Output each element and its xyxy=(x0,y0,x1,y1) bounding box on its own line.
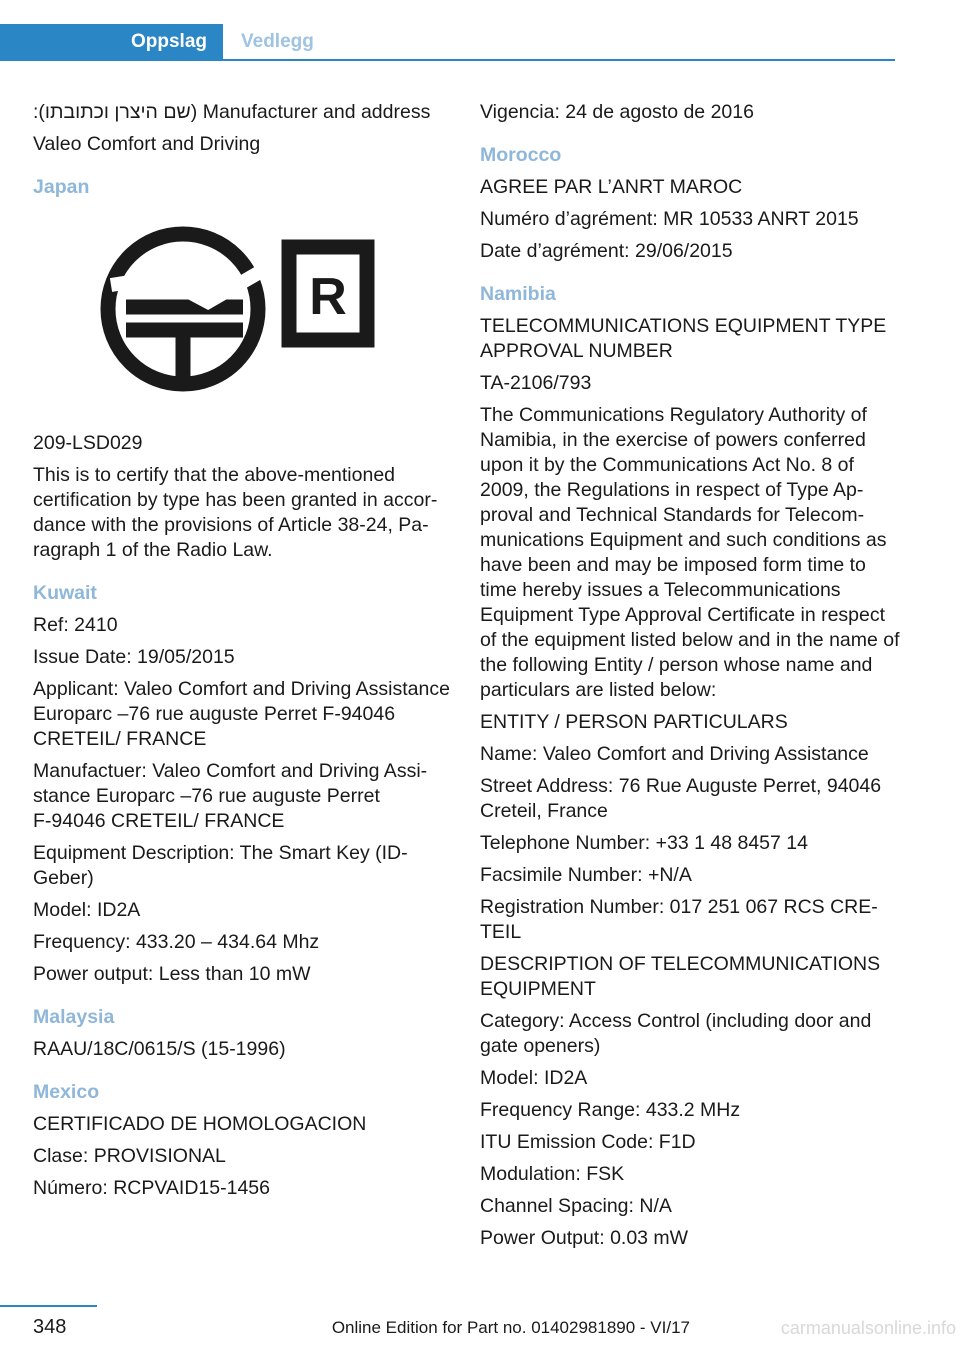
kuwait-model: Model: ID2A xyxy=(33,899,141,921)
malaysia-text: RAAU/18C/0615/S (15-1996) xyxy=(33,1038,286,1060)
mexico-line-1: CERTIFICADO DE HOMOLOGACION xyxy=(33,1113,367,1135)
section-heading-morocco: Morocco xyxy=(480,144,562,166)
namibia-p11: Category: Access Control (including door and gate openers) xyxy=(480,1010,872,1057)
japan-certification-id: 209-LSD029 xyxy=(33,432,143,454)
section-heading-kuwait: Kuwait xyxy=(33,582,97,604)
section-heading-japan: Japan xyxy=(33,176,90,198)
mexico-line-3: Número: RCPVAID15-1456 xyxy=(33,1177,270,1199)
namibia-p9: Registration Number: 017 251 067 RCS CRETEIL xyxy=(480,896,878,943)
namibia-p17: Power Output: 0.03 mW xyxy=(480,1227,689,1249)
namibia-p3: The Communications Regulatory Authority of Namibia, in the exercise of powers conferred upon it by the Communications Act No. 8 of 2009, the Regulations in respect of Type Approval and Technical Standards for Telecommunications Equipment and such conditions as have been and may be imposed form time to time hereby issues a Telecommunications Equipment Type Approval Certificate in respect of the equipment listed below and in the name of the following Entity / person whose name and particulars are listed below: xyxy=(480,404,900,701)
edition-note: Online Edition for Part no. 01402981890 - VI/17 xyxy=(331,1318,690,1337)
namibia-p2: TA-2106/793 xyxy=(480,372,592,394)
tab-bar xyxy=(0,0,895,62)
kuwait-issue-date: Issue Date: 19/05/2015 xyxy=(33,646,235,668)
mexico-line-2: Clase: PROVISIONAL xyxy=(33,1145,226,1167)
namibia-p15: Modulation: FSK xyxy=(480,1163,625,1185)
section-heading-namibia: Namibia xyxy=(480,283,556,305)
namibia-p1: TELECOMMUNICATIONS EQUIPMENT TYPE APPROVAL NUMBER xyxy=(480,315,887,362)
morocco-line-3: Date d’agrément: 29/06/2015 xyxy=(480,240,733,262)
japan-logo-letter: R xyxy=(309,268,347,326)
kuwait-applicant: Applicant: Valeo Comfort and Driving Assistance Europarc –76 rue auguste Perret F‑94046 CRETEIL/ FRANCE xyxy=(33,678,450,750)
kuwait-frequency: Frequency: 433.20 – 434.64 Mhz xyxy=(33,931,320,953)
namibia-p8: Facsimile Number: +N/A xyxy=(480,864,692,886)
section-heading-mexico: Mexico xyxy=(33,1081,100,1103)
right-column xyxy=(480,100,900,1258)
israel-company: Valeo Comfort and Driving xyxy=(33,133,261,155)
namibia-p10: DESCRIPTION OF TELECOMMUNICATIONS EQUIPMENT xyxy=(480,953,881,1000)
namibia-p6: Street Address: 76 Rue Auguste Perret, 94046 Creteil, France xyxy=(480,775,882,822)
kuwait-power: Power output: Less than 10 mW xyxy=(33,963,311,985)
namibia-p12: Model: ID2A xyxy=(480,1067,588,1089)
tab-divider xyxy=(0,59,895,61)
japan-telec-mark-icon xyxy=(33,207,453,417)
namibia-p16: Channel Spacing: N/A xyxy=(480,1195,672,1217)
footer-divider xyxy=(0,1305,97,1307)
page-number: 348 xyxy=(33,1316,67,1338)
kuwait-equipment: Equipment Description: The Smart Key (ID-Geber) xyxy=(33,842,408,889)
japan-certification-text: This is to certify that the above-mentioned certification by type has been granted in accordance with the provisions of Article 38-24, Paragraph 1 of the Radio Law. xyxy=(33,464,438,561)
namibia-p14: ITU Emission Code: F1D xyxy=(480,1131,696,1153)
kuwait-manufacturer: Manufactuer: Valeo Comfort and Driving Assistance Europarc –76 rue auguste Perret F‑94046 CRETEIL/ FRANCE xyxy=(33,760,428,832)
tab-vedlegg[interactable]: Vedlegg xyxy=(241,31,314,52)
mexico-vigencia: Vigencia: 24 de agosto de 2016 xyxy=(480,101,754,123)
israel-manufacturer-line: :(שם היצרן וכתובתו) Manufacturer and address xyxy=(33,101,431,123)
namibia-p7: Telephone Number: +33 1 48 8457 14 xyxy=(480,832,808,854)
namibia-p13: Frequency Range: 433.2 MHz xyxy=(480,1099,741,1121)
tab-oppslag[interactable]: Oppslag xyxy=(0,24,223,60)
kuwait-ref: Ref: 2410 xyxy=(33,614,118,636)
morocco-line-1: AGREE PAR L’ANRT MAROC xyxy=(480,176,743,198)
namibia-p5: Name: Valeo Comfort and Driving Assistance xyxy=(480,743,869,765)
morocco-line-2: Numéro d’agrément: MR 10533 ANRT 2015 xyxy=(480,208,859,230)
section-heading-malaysia: Malaysia xyxy=(33,1006,115,1028)
left-column xyxy=(33,100,453,1208)
watermark: carmanualsonline.info xyxy=(780,1318,956,1338)
namibia-p4: ENTITY / PERSON PARTICULARS xyxy=(480,711,788,733)
